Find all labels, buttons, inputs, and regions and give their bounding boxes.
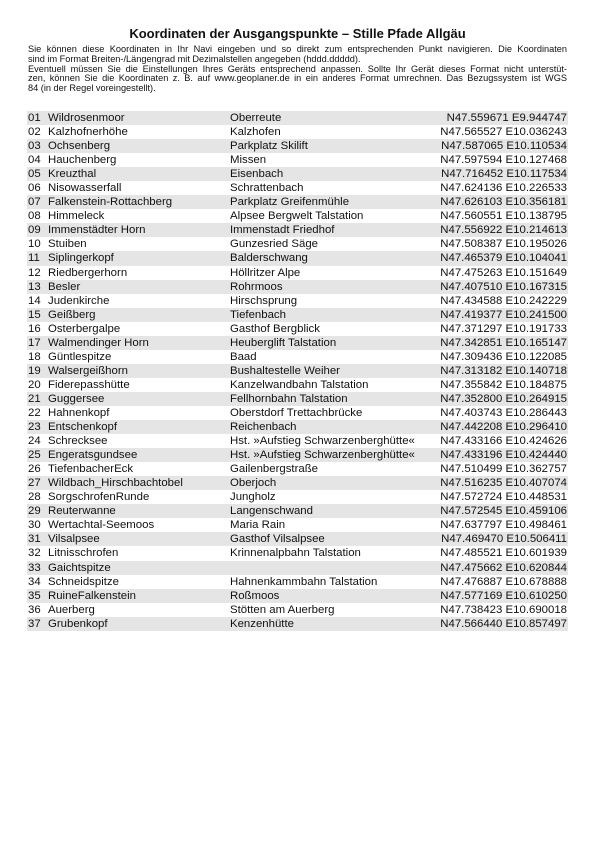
latitude: N47.560551 — [440, 210, 503, 223]
table-row — [27, 350, 568, 364]
coordinates — [440, 546, 567, 560]
longitude: E10.678888 — [505, 575, 567, 588]
coordinates — [440, 181, 567, 195]
trail-name: RuineFalkenstein — [48, 589, 137, 602]
start-point: Jungholz — [230, 491, 276, 504]
latitude: N47.475662 — [440, 561, 503, 574]
table-row — [27, 378, 568, 392]
intro-line: zen, können Sie die Koordinaten z. B. auf www.geoplaner.de in ein anderes Format umrechnen. Das Bezugssystem ist WGS — [28, 73, 567, 84]
table-row — [27, 476, 568, 490]
coordinates — [440, 603, 567, 617]
longitude: E10.264915 — [505, 392, 567, 405]
longitude: E10.241500 — [505, 308, 567, 321]
row-number: 29 — [28, 505, 41, 518]
start-point: Kalzhofen — [230, 126, 281, 139]
longitude: E10.127468 — [505, 154, 567, 167]
longitude: E10.506411 — [506, 533, 567, 546]
coordinates — [440, 561, 567, 575]
trail-name: Grubenkopf — [48, 617, 108, 630]
coordinates — [441, 167, 567, 181]
trail-name: Kreuzthal — [48, 168, 97, 181]
start-point: Parkplatz Skilift — [230, 140, 308, 153]
table-row — [27, 617, 568, 631]
coordinates — [440, 420, 567, 434]
table-row — [27, 167, 568, 181]
table-row — [27, 392, 568, 406]
start-point: Hst. »Aufstieg Schwarzenberghütte« — [230, 449, 415, 462]
start-point: Missen — [230, 154, 267, 167]
longitude: E10.362757 — [505, 463, 567, 476]
intro-line: Sie können diese Koordinaten in Ihr Navi eingeben und so direkt zum entsprechenden Punkt navigieren. Die Koordinaten — [28, 44, 567, 54]
start-point: Hst. »Aufstieg Schwarzenberghütte« — [230, 435, 415, 448]
longitude: E10.448531 — [505, 491, 567, 504]
start-point: Gasthof Bergblick — [230, 322, 320, 335]
trail-name: Himmeleck — [48, 210, 105, 223]
trail-name: Walsergeißhorn — [48, 364, 128, 377]
longitude: E10.140718 — [505, 364, 567, 377]
row-number: 34 — [28, 575, 41, 588]
table-row — [27, 223, 568, 237]
row-number: 24 — [28, 435, 41, 448]
longitude: E10.610250 — [505, 589, 567, 602]
coordinates — [440, 364, 567, 378]
start-point: Kanzelwandbahn Talstation — [230, 378, 369, 391]
start-point: Reichenbach — [230, 421, 297, 434]
table-row — [27, 209, 568, 223]
longitude: E10.165147 — [505, 336, 567, 349]
latitude: N47.716452 — [441, 168, 504, 181]
latitude: N47.587065 — [441, 140, 504, 153]
row-number: 03 — [28, 140, 41, 153]
longitude: E10.424626 — [505, 435, 567, 448]
coordinates — [440, 266, 567, 280]
start-point: Höllritzer Alpe — [230, 266, 301, 279]
start-point: Balderschwang — [230, 252, 308, 265]
row-number: 20 — [28, 378, 41, 391]
table-row — [27, 280, 568, 294]
row-number: 25 — [28, 449, 41, 462]
intro-line: Eventuell müssen Sie die Einstellungen Ihres Geräts entsprechend anpassen. Sollte Ihr Gerät dieses Format nicht unterstüt- — [28, 63, 567, 74]
longitude: E10.356181 — [505, 196, 567, 209]
row-number: 07 — [28, 196, 41, 209]
coordinates — [440, 518, 567, 532]
table-row — [27, 490, 568, 504]
row-number: 17 — [28, 336, 41, 349]
row-number: 04 — [28, 154, 41, 167]
table-row — [27, 308, 568, 322]
trail-name: Wildrosenmoor — [48, 112, 125, 124]
latitude: N47.624136 — [440, 182, 503, 195]
trail-name: Fiderepasshütte — [48, 378, 130, 391]
row-number: 23 — [28, 421, 41, 434]
coordinates — [440, 448, 567, 462]
trail-name: TiefenbacherEck — [48, 463, 134, 476]
row-number: 37 — [28, 617, 41, 630]
coordinates — [440, 251, 567, 265]
table-row — [27, 546, 568, 560]
start-point: Oberstdorf Trettachbrücke — [230, 406, 363, 419]
table-row — [27, 322, 568, 336]
start-point: Hahnenkammbahn Talstation — [230, 575, 378, 588]
coordinates — [440, 294, 567, 308]
row-number: 32 — [28, 547, 41, 560]
latitude: N47.434588 — [440, 294, 503, 307]
row-number: 10 — [28, 238, 41, 251]
table-row — [27, 504, 568, 518]
start-point: Parkplatz Greifenmühle — [230, 196, 350, 209]
longitude: E10.498461 — [505, 519, 567, 532]
row-number: 26 — [28, 463, 41, 476]
coordinates — [447, 111, 567, 125]
table-row — [27, 420, 568, 434]
table-row — [27, 364, 568, 378]
row-number: 06 — [28, 182, 41, 195]
latitude: N47.403743 — [440, 406, 503, 419]
row-number: 31 — [28, 533, 41, 546]
trail-name: Geißberg — [48, 308, 96, 321]
trail-name: Hahnenkopf — [48, 406, 110, 419]
coordinates — [440, 336, 567, 350]
table-row — [27, 575, 568, 589]
latitude: N47.309436 — [440, 350, 503, 363]
row-number: 09 — [28, 224, 41, 237]
table-row — [27, 195, 568, 209]
trail-name: Walmendinger Horn — [48, 336, 149, 349]
latitude: N47.559671 — [446, 112, 509, 124]
longitude: E10.122085 — [505, 350, 567, 363]
row-number: 13 — [28, 280, 41, 293]
table-row — [27, 111, 568, 125]
start-point: Bushaltestelle Weiher — [230, 364, 340, 377]
table-row — [27, 406, 568, 420]
latitude: N47.510499 — [440, 463, 503, 476]
trail-name: Nisowasserfall — [48, 182, 122, 195]
latitude: N47.433166 — [440, 435, 503, 448]
latitude: N47.556922 — [440, 224, 503, 237]
coordinates — [440, 195, 567, 209]
latitude: N47.565527 — [440, 126, 503, 139]
row-number: 21 — [28, 392, 41, 405]
trail-name: Ochsenberg — [48, 140, 111, 153]
longitude: E10.620844 — [505, 561, 567, 574]
trail-name: Wertachtal-Seemoos — [48, 519, 155, 532]
table-row — [27, 153, 568, 167]
row-number: 05 — [28, 168, 41, 181]
row-number: 22 — [28, 406, 41, 419]
trail-name: Reuterwanne — [48, 505, 116, 518]
trail-name: Engeratsgundsee — [48, 449, 138, 462]
start-point: Immenstadt Friedhof — [230, 224, 335, 237]
trail-name: Litnisschrofen — [48, 547, 119, 560]
coordinates — [440, 575, 567, 589]
start-point: Schrattenbach — [230, 182, 304, 195]
longitude: E9.944747 — [511, 112, 567, 124]
table-row — [27, 251, 568, 265]
latitude: N47.577169 — [440, 589, 503, 602]
latitude: N47.738423 — [440, 603, 503, 616]
row-number: 27 — [28, 477, 41, 490]
start-point: Baad — [230, 350, 257, 363]
longitude: E10.117534 — [506, 168, 567, 181]
coordinates — [440, 153, 567, 167]
start-point: Gasthof Vilsalpsee — [230, 533, 325, 546]
latitude: N47.626103 — [440, 196, 503, 209]
latitude: N47.572724 — [440, 491, 503, 504]
table-row — [27, 125, 568, 139]
latitude: N47.469470 — [441, 533, 504, 546]
longitude: E10.286443 — [505, 406, 567, 419]
start-point: Stötten am Auerberg — [230, 603, 335, 616]
start-point: Maria Rain — [230, 519, 286, 532]
trail-name: Besler — [48, 280, 81, 293]
table-row — [27, 139, 568, 153]
table-row — [27, 532, 568, 546]
latitude: N47.371297 — [440, 322, 503, 335]
coordinates — [440, 392, 567, 406]
row-number: 14 — [28, 294, 41, 307]
page-title: Koordinaten der Ausgangspunkte – Stille Pfade Allgäu — [129, 26, 466, 41]
row-number: 15 — [28, 308, 41, 321]
table-row — [27, 434, 568, 448]
latitude: N47.352800 — [440, 392, 503, 405]
coordinates — [440, 280, 567, 294]
coordinates — [440, 322, 567, 336]
trail-name: Vilsalpsee — [48, 533, 100, 546]
longitude: E10.036243 — [505, 126, 567, 139]
latitude: N47.442208 — [440, 421, 503, 434]
row-number: 02 — [28, 126, 41, 139]
coordinates — [440, 378, 567, 392]
table-row — [27, 462, 568, 476]
latitude: N47.485521 — [440, 547, 503, 560]
table-row — [27, 448, 568, 462]
coordinates — [440, 209, 567, 223]
trail-name: Osterbergalpe — [48, 322, 121, 335]
latitude: N47.572545 — [440, 505, 503, 518]
row-number: 33 — [28, 561, 41, 574]
start-point: Alpsee Bergwelt Talstation — [230, 210, 364, 223]
table-row — [27, 237, 568, 251]
table-row — [27, 266, 568, 280]
coordinates — [440, 490, 567, 504]
start-point: Hirschsprung — [230, 294, 298, 307]
table-row — [27, 603, 568, 617]
coordinates — [441, 139, 567, 153]
longitude: E10.138795 — [505, 210, 567, 223]
trail-name: Auerberg — [48, 603, 95, 616]
row-number: 30 — [28, 519, 41, 532]
coordinates — [440, 504, 567, 518]
latitude: N47.566440 — [440, 617, 503, 630]
longitude: E10.459106 — [505, 505, 567, 518]
row-number: 08 — [28, 210, 41, 223]
latitude: N47.342851 — [440, 336, 503, 349]
trail-name: Schneidspitze — [48, 575, 119, 588]
coordinates — [440, 589, 567, 603]
start-point: Oberreute — [230, 112, 282, 124]
row-number: 28 — [28, 491, 41, 504]
start-point: Gunzesried Säge — [230, 238, 319, 251]
coordinates — [440, 308, 567, 322]
latitude: N47.475263 — [440, 266, 503, 279]
table-row — [27, 181, 568, 195]
longitude: E10.407074 — [505, 477, 567, 490]
start-point: Kenzenhütte — [230, 617, 294, 630]
start-point: Oberjoch — [230, 477, 277, 490]
row-number: 19 — [28, 364, 41, 377]
row-number: 18 — [28, 350, 41, 363]
longitude: E10.214613 — [505, 224, 567, 237]
start-point: Heuberglift Talstation — [230, 336, 337, 349]
longitude: E10.857497 — [505, 617, 567, 630]
table-row — [27, 294, 568, 308]
trail-name: Siplingerkopf — [48, 252, 114, 265]
trail-name: Falkenstein-Rottachberg — [48, 196, 173, 209]
table-row — [27, 561, 568, 575]
latitude: N47.516235 — [440, 477, 503, 490]
coordinates — [440, 125, 567, 139]
longitude: E10.104041 — [505, 252, 567, 265]
start-point: Fellhornbahn Talstation — [230, 392, 348, 405]
longitude: E10.167315 — [505, 280, 567, 293]
row-number: 12 — [28, 266, 41, 279]
table-row — [27, 589, 568, 603]
intro-text — [28, 45, 567, 94]
start-point: Roßmoos — [230, 589, 280, 602]
latitude: N47.508387 — [440, 238, 503, 251]
longitude: E10.151649 — [505, 266, 567, 279]
coordinates — [440, 434, 567, 448]
longitude: E10.424440 — [505, 449, 567, 462]
row-number: 36 — [28, 603, 41, 616]
start-point: Eisenbach — [230, 168, 284, 181]
coordinates — [440, 223, 567, 237]
latitude: N47.433196 — [440, 449, 503, 462]
start-point: Rohrmoos — [230, 280, 283, 293]
longitude: E10.601939 — [505, 547, 567, 560]
latitude: N47.407510 — [440, 280, 503, 293]
trail-name: Stuiben — [48, 238, 87, 251]
coordinates — [440, 406, 567, 420]
latitude: N47.419377 — [440, 308, 503, 321]
trail-name: Riedbergerhorn — [48, 266, 128, 279]
longitude: E10.296410 — [505, 421, 567, 434]
latitude: N47.637797 — [440, 519, 503, 532]
trail-name: Kalzhofnerhöhe — [48, 126, 128, 139]
coordinates — [441, 532, 567, 546]
start-point: Tiefenbach — [230, 308, 286, 321]
longitude: E10.226533 — [505, 182, 567, 195]
latitude: N47.597594 — [440, 154, 503, 167]
coordinates — [440, 237, 567, 251]
trail-name: Wildbach_Hirschbachtobel — [48, 477, 183, 490]
trail-name: Guggersee — [48, 392, 105, 405]
trail-name: Immenstädter Horn — [48, 224, 146, 237]
row-number: 16 — [28, 322, 41, 335]
start-point: Gailenbergstraße — [230, 463, 319, 476]
row-number: 35 — [28, 589, 41, 602]
longitude: E10.195026 — [505, 238, 567, 251]
trail-name: Schrecksee — [48, 435, 108, 448]
trail-name: Gaichtspitze — [48, 561, 111, 574]
latitude: N47.313182 — [440, 364, 503, 377]
coordinates — [440, 462, 567, 476]
start-point: Langenschwand — [230, 505, 313, 518]
latitude: N47.355842 — [440, 378, 503, 391]
intro-line: 84 (in der Regel voreingestellt). — [28, 83, 156, 93]
longitude: E10.184875 — [505, 378, 567, 391]
longitude: E10.110534 — [506, 140, 567, 153]
intro-line: sind im Format Breiten-/Längengrad mit Dezimalstellen angegeben (hddd.ddddd). — [28, 53, 361, 64]
trail-name: Hauchenberg — [48, 154, 117, 167]
coordinates — [440, 350, 567, 364]
coordinates — [440, 476, 567, 490]
coordinates — [440, 617, 567, 631]
coordinates-table — [27, 111, 568, 631]
trail-name: Entschenkopf — [48, 421, 118, 434]
start-point: Krinnenalpbahn Talstation — [230, 547, 361, 560]
longitude: E10.191733 — [505, 322, 567, 335]
latitude: N47.465379 — [440, 252, 503, 265]
row-number: 01 — [28, 112, 41, 124]
trail-name: Güntlespitze — [48, 350, 112, 363]
table-row — [27, 518, 568, 532]
longitude: E10.242229 — [505, 294, 567, 307]
row-number: 11 — [28, 252, 40, 265]
trail-name: SorgschrofenRunde — [48, 491, 150, 504]
latitude: N47.476887 — [440, 575, 503, 588]
trail-name: Judenkirche — [48, 294, 110, 307]
table-row — [27, 336, 568, 350]
longitude: E10.690018 — [505, 603, 567, 616]
